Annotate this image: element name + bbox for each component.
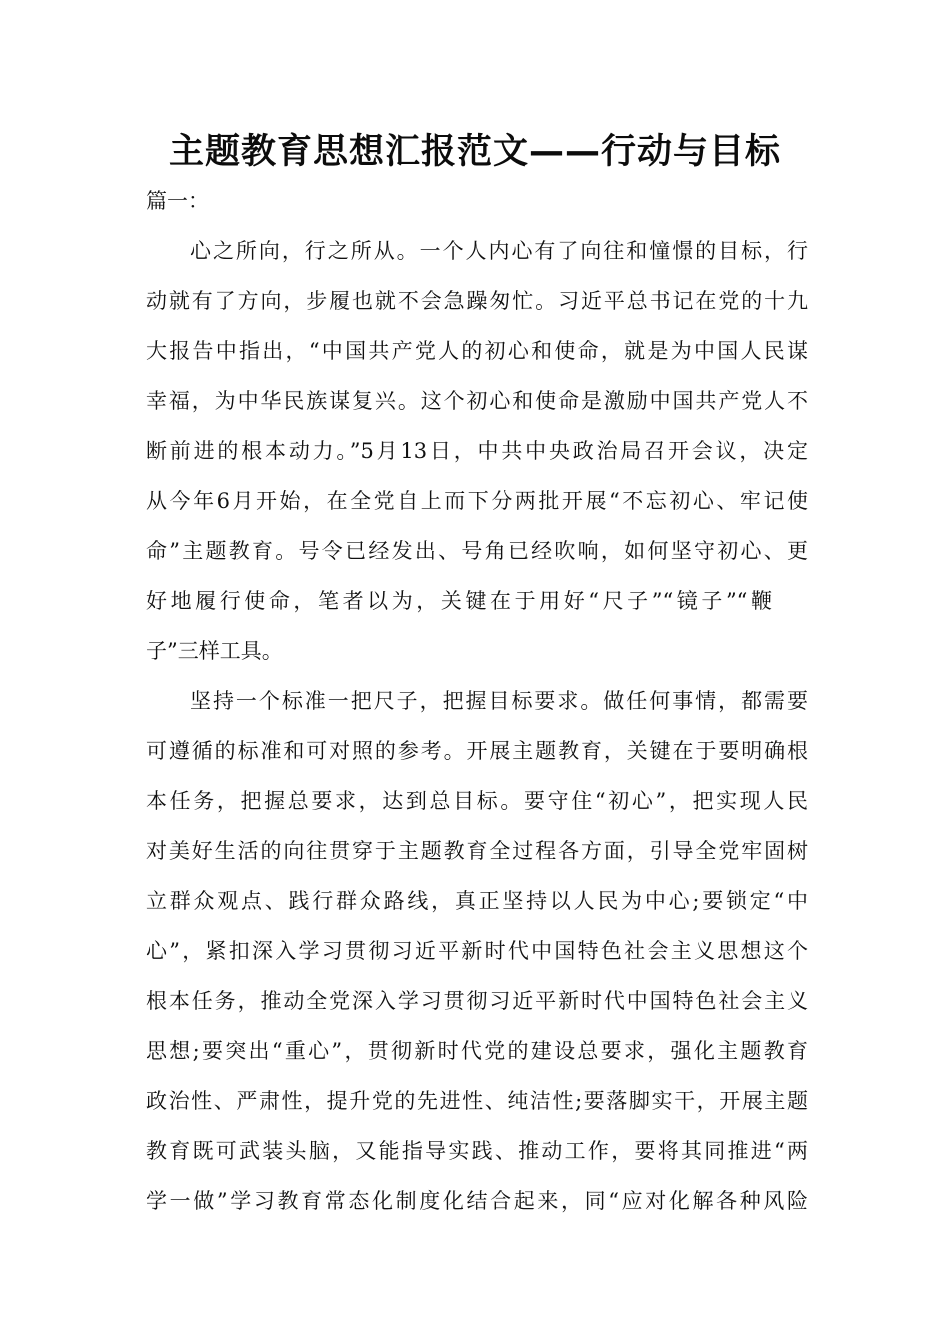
paragraph-line: 心之所向，行之所从。一个人内心有了向往和憧憬的目标，行 [190, 239, 808, 263]
paragraph-line: 根本任务，推动全党深入学习贯彻习近平新时代中国特色社会主义 [146, 989, 808, 1013]
paragraph-line: 心”，紧扣深入学习贯彻习近平新时代中国特色社会主义思想这个 [146, 939, 808, 963]
paragraph-line: 断前进的根本动力。”5月13日，中共中央政治局召开会议，决定 [146, 439, 808, 463]
paragraph-line: 幸福，为中华民族谋复兴。这个初心和使命是激励中国共产党人不 [146, 389, 808, 413]
paragraph-line: 命”主题教育。号令已经发出、号角已经吹响，如何坚守初心、更 [146, 539, 808, 563]
paragraph-line: 动就有了方向，步履也就不会急躁匆忙。习近平总书记在党的十九 [146, 289, 808, 313]
paragraph-line: 从今年6月开始，在全党自上而下分两批开展“不忘初心、牢记使 [146, 489, 808, 513]
paragraph-line: 可遵循的标准和可对照的参考。开展主题教育，关键在于要明确根 [146, 739, 808, 763]
paragraph-line: 坚持一个标准一把尺子，把握目标要求。做任何事情，都需要 [190, 689, 808, 713]
paragraph-line: 子”三样工具。 [146, 639, 283, 663]
paragraph-line: 思想;要突出“重心”，贯彻新时代党的建设总要求，强化主题教育 [146, 1039, 808, 1063]
paragraph-line: 本任务，把握总要求，达到总目标。要守住“初心”，把实现人民 [146, 789, 808, 813]
document-title: 主题教育思想汇报范文——行动与目标 [168, 132, 781, 172]
paragraph-line: 好地履行使命，笔者以为，关键在于用好“尺子”“镜子”“鞭 [146, 589, 772, 613]
paragraph-line: 立群众观点、践行群众路线，真正坚持以人民为中心;要锁定“中 [146, 889, 808, 913]
paragraph-line: 教育既可武装头脑，又能指导实践、推动工作，要将其同推进“两 [146, 1139, 808, 1163]
paragraph-line: 学一做”学习教育常态化制度化结合起来，同“应对化解各种风险 [146, 1189, 808, 1213]
paragraph-line: 对美好生活的向往贯穿于主题教育全过程各方面，引导全党牢固树 [146, 839, 808, 863]
paragraph-line: 大报告中指出，“中国共产党人的初心和使命，就是为中国人民谋 [146, 339, 808, 363]
section-label: 篇一： [146, 189, 209, 213]
paragraph-line: 政治性、严肃性，提升党的先进性、纯洁性;要落脚实干，开展主题 [146, 1089, 808, 1113]
